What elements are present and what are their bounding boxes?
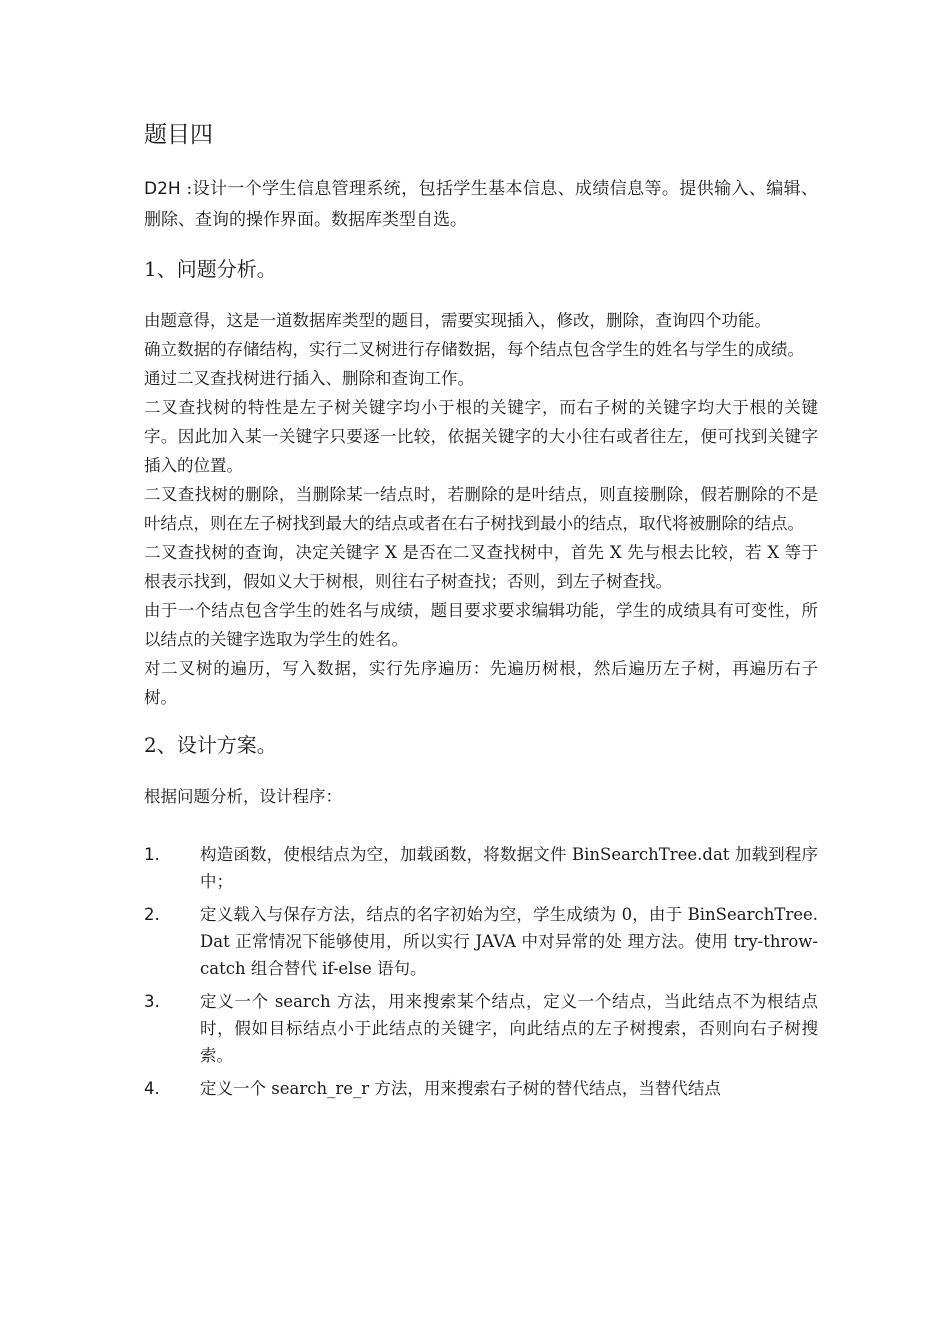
list-item	[144, 1075, 818, 1102]
list-item-text: 定义一个 search_re_r 方法，用来搜索右子树的替代结点，当替代结点	[200, 1079, 721, 1098]
analysis-paragraph: 通过二叉查找树进行插入、删除和查询工作。	[144, 369, 474, 388]
analysis-paragraph: 由题意得，这是一道数据库类型的题目，需要实现插入，修改，删除，查询四个功能。	[144, 311, 771, 330]
analysis-paragraph: 由于一个结点包含学生的姓名与成绩，题目要求要求编辑功能，学生的成绩具有可变性，所以结点的关键字选取为学生的姓名。	[144, 601, 818, 649]
analysis-paragraph: 二叉查找树的查询，决定关键字 X 是否在二叉查找树中，首先 X 先与根去比较，若 X 等于根表示找到，假如义大于树根，则往右子树查找；否则，到左子树查找。	[144, 543, 818, 591]
document-content	[144, 118, 818, 1108]
list-item-text: 定义载入与保存方法，结点的名字初始为空，学生成绩为 0，由于 BinSearchTree. Dat 正常情况下能够使用，所以实行 JAVA 中对异常的处 理方法。使用 try-throw-catch 组合替代 if-else 语句。	[200, 905, 818, 978]
document-title: 题目四	[144, 122, 213, 148]
intro-paragraph	[144, 174, 818, 236]
section-heading-analysis: 1、问题分析。	[144, 257, 277, 281]
list-item	[144, 841, 818, 895]
list-item-number: 3.	[144, 992, 160, 1011]
list-item-number: 1.	[144, 845, 160, 864]
design-lead: 根据问题分析，设计程序：	[144, 787, 342, 806]
list-item-number: 2.	[144, 905, 160, 924]
list-item-text: 定义一个 search 方法，用来搜索某个结点，定义一个结点，当此结点不为根结点时，假如目标结点小于此结点的关键字，向此结点的左子树搜索，否则向右子树搜索。	[200, 992, 818, 1065]
list-item-text: 构造函数，使根结点为空，加载函数，将数据文件 BinSearchTree.dat 加载到程序中；	[200, 845, 818, 891]
analysis-body	[144, 306, 818, 712]
analysis-paragraph: 对二叉树的遍历，写入数据，实行先序遍历：先遍历树根，然后遍历左子树，再遍历右子树。	[144, 659, 818, 707]
analysis-paragraph: 二叉查找树的删除，当删除某一结点时，若删除的是叶结点，则直接删除，假若删除的不是叶结点，则在左子树找到最大的结点或者在右子树找到最小的结点，取代将被删除的结点。	[144, 485, 818, 533]
list-item	[144, 988, 818, 1069]
intro-prefix: D2H	[144, 179, 181, 199]
analysis-paragraph: 二叉查找树的特性是左子树关键字均小于根的关键字，而右子树的关键字均大于根的关键字。因此加入某一关键字只要逐一比较，依据关键字的大小往右或者往左，便可找到关键字插入的位置。	[144, 398, 818, 475]
intro-text: :设计一个学生信息管理系统，包括学生基本信息、成绩信息等。提供输入、编辑、删除、查询的操作界面。数据库类型自选。	[144, 179, 818, 230]
section-heading-design: 2、设计方案。	[144, 733, 277, 757]
list-item-number: 4.	[144, 1079, 160, 1098]
list-item	[144, 901, 818, 982]
design-steps-list	[144, 841, 818, 1102]
analysis-paragraph: 确立数据的存储结构，实行二叉树进行存储数据，每个结点包含学生的姓名与学生的成绩。	[144, 340, 804, 359]
